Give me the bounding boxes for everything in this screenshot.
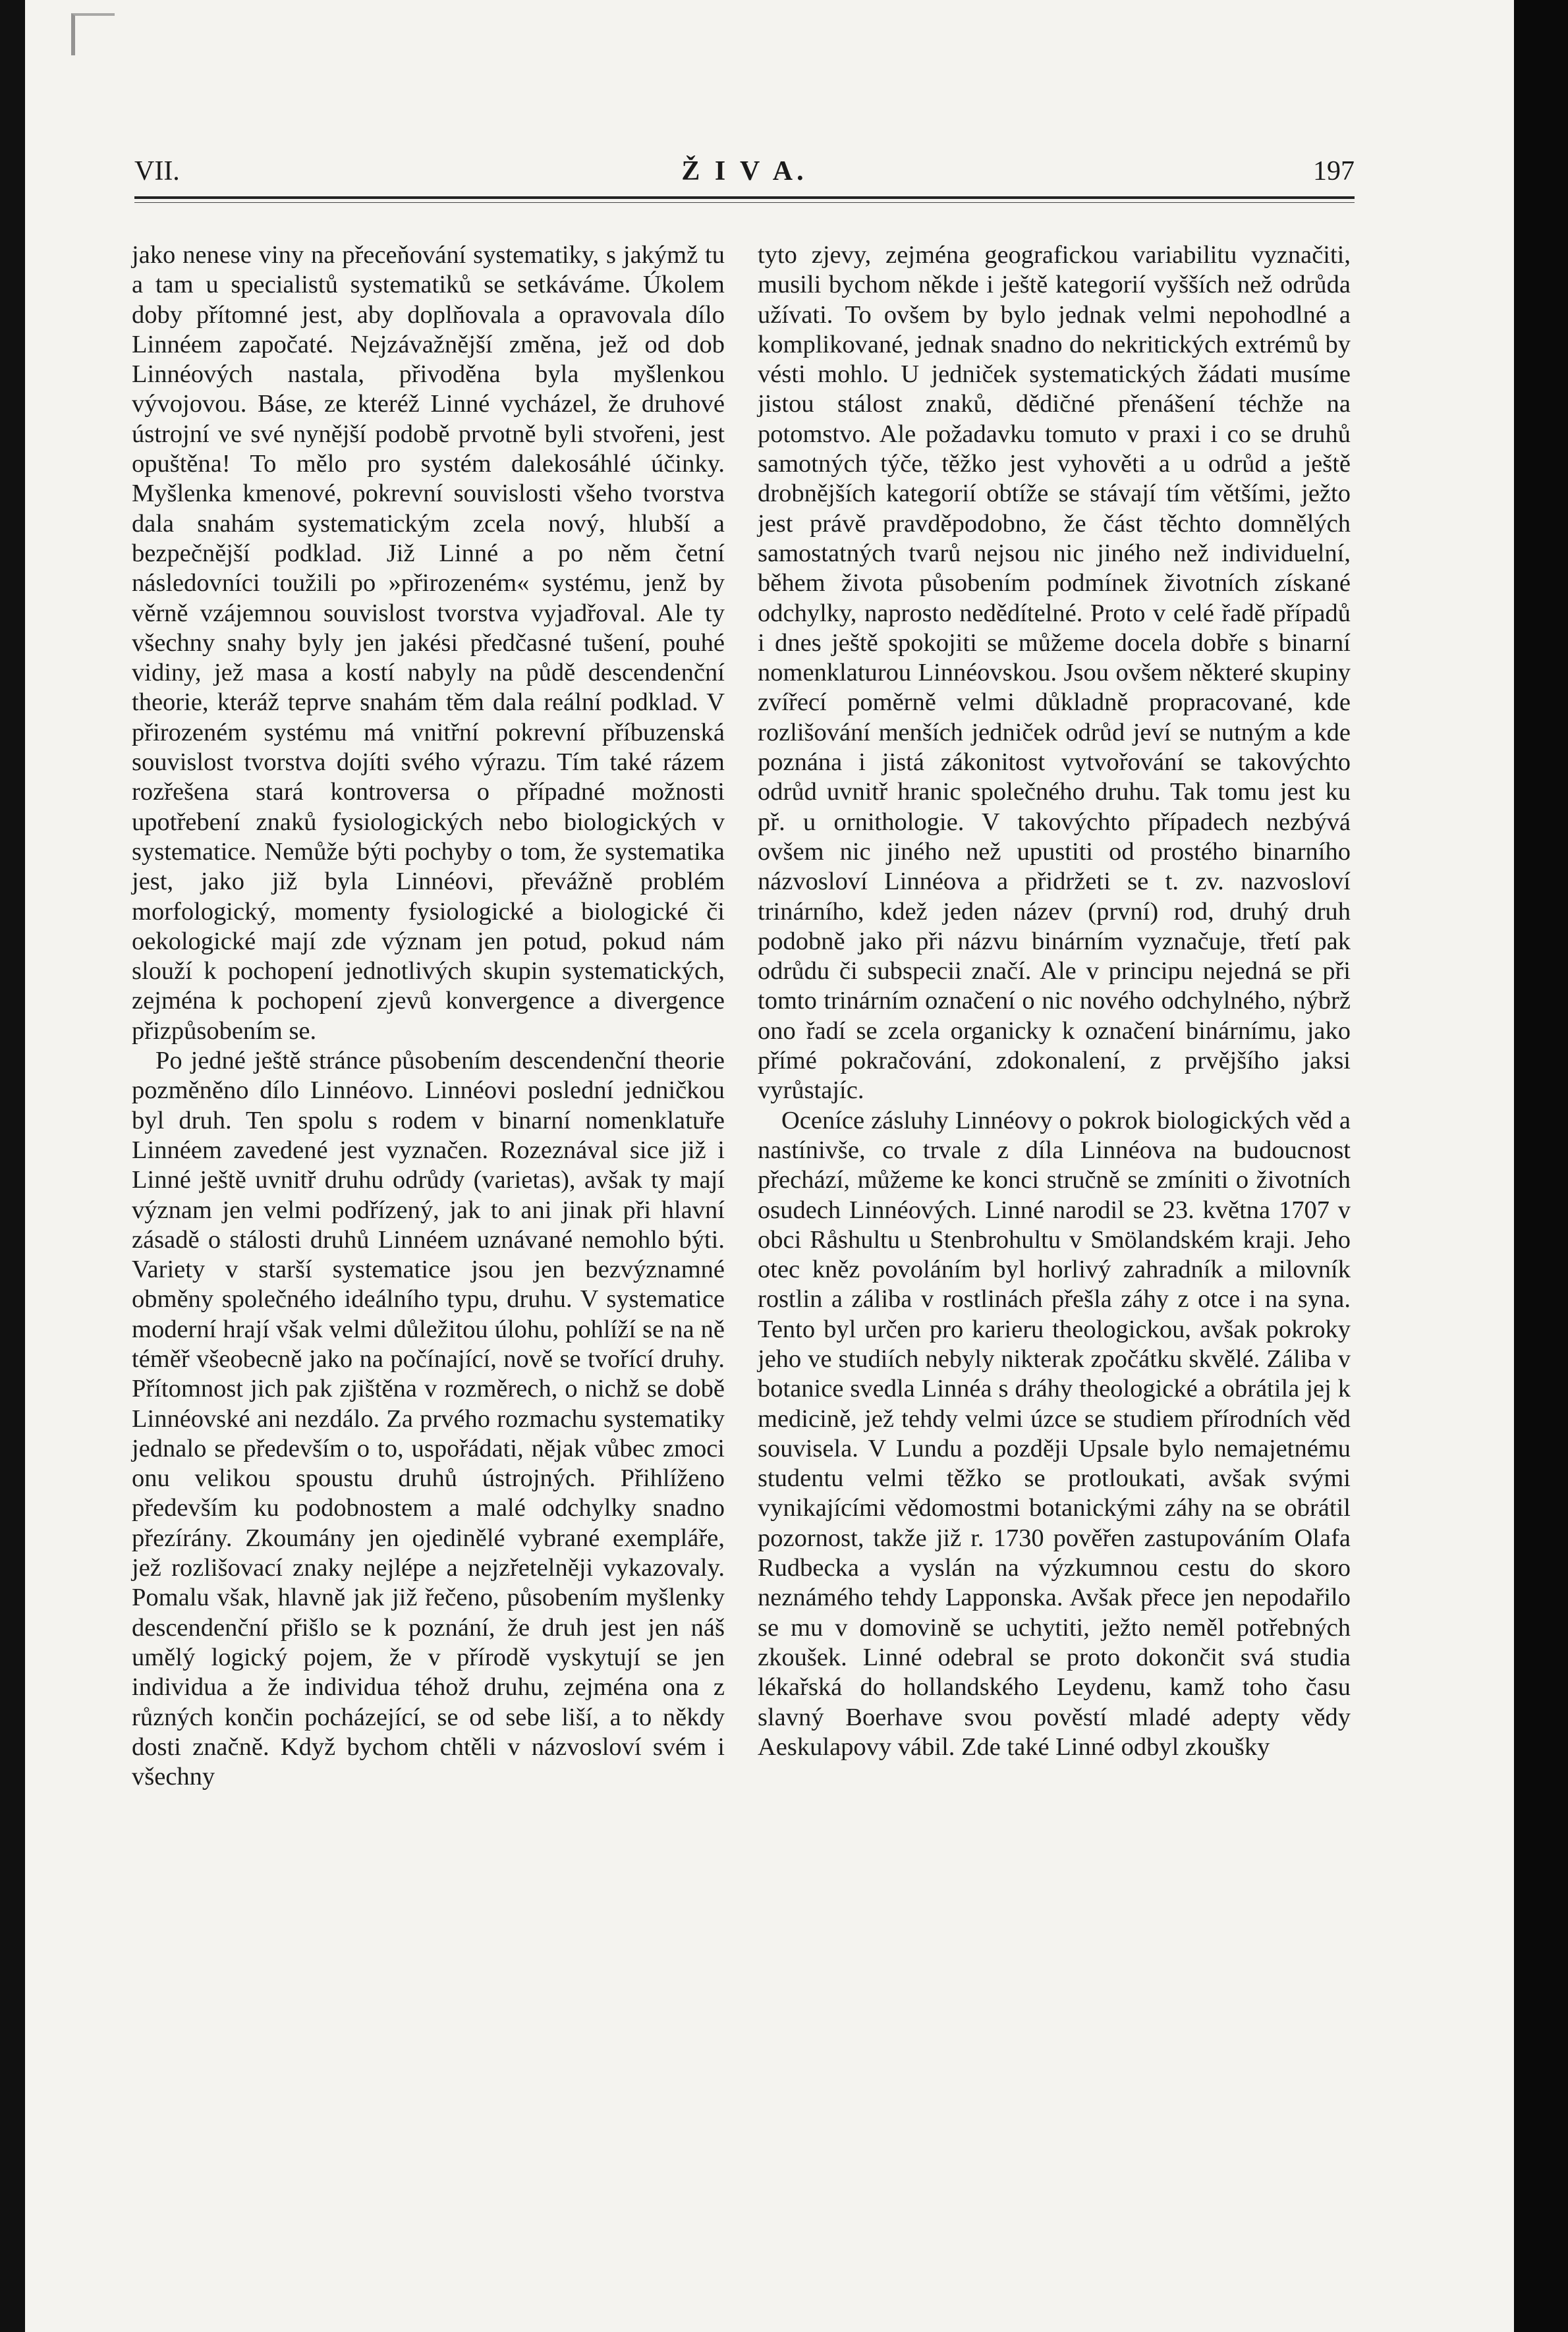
scan-edge-right xyxy=(1514,0,1568,2332)
journal-title: Ž I V A. xyxy=(681,156,808,186)
running-header xyxy=(134,155,1355,196)
page-number: 197 xyxy=(1313,156,1355,186)
volume-number: VII. xyxy=(134,156,180,186)
scan-edge-left xyxy=(0,0,25,2332)
right-column xyxy=(758,240,1351,1762)
left-column xyxy=(132,240,725,1792)
paragraph: Po jedné ještě stránce působením descendenční theorie pozměněno dílo Linnéovo. Linnéovi poslední jedničkou byl druh. Ten spolu s rodem v binarní nomenklatuře Linnéem zavedené jest vyznačen. Rozeznával sice již i Linné ještě uvnitř druhu odrůdy (varietas), avšak ty mají význam jen velmi podřízený, jak to ani jinak při hlavní zásadě o stálosti druhů Linnéem uznávané nemohlo býti. Variety v starší systematice jsou jen bezvýznamné obměny společného ideálního typu, druhu. V systematice moderní hrají však velmi důležitou úlohu, pohlíží se na ně téměř všeobecně jako na počínající, nově se tvořící druhy. Přítomnost jich pak zjištěna v rozměrech, o nichž se době Linnéovské ani nezdálo. Za prvého rozmachu systematiky jednalo se především o to, uspořádati, nějak vůbec zmoci onu velikou spoustu druhů ústrojných. Přihlíženo především ku podobnostem a malé odchylky snadno přezírány. Zkoumány jen ojedinělé vybrané exempláře, jež rozlišovací znaky nejlépe a nejzřetelněji vykazovaly. Pomalu však, hlavně jak již řečeno, působením myšlenky descendenční přišlo se k poznání, že druh jest jen náš umělý logický pojem, že v přírodě vyskytují se jen individua a že individua téhož druhu, zejména ona z různých končin pocházející, se od sebe liší, a to někdy dosti značně. Když bychom chtěli v názvosloví svém i všechny xyxy=(132,1047,725,1791)
paragraph: Oceníce zásluhy Linnéovy o pokrok biologických věd a nastínivše, co trvale z díla Linnéova na budoucnost přechází, můžeme ke konci stručně se zmíniti o životních osudech Linnéových. Linné narodil se 23. května 1707 v obci Råshultu u Stenbrohultu v Smölandském kraji. Jeho otec kněz povoláním byl horlivý zahradník a milovník rostlin a záliba v rostlinách přešla záhy z otce i na syna. Tento byl určen pro karieru theologickou, avšak pokroky jeho ve studiích nebyly nikterak zpočátku skvělé. Záliba v botanice svedla Linnéa s dráhy theologické a obrátila jej k medicině, jež tehdy velmi úzce se studiem přírodních věd souvisela. V Lundu a později Upsale bylo nemajetnému studentu velmi těžko se protloukati, avšak svými vynikajícími vědomostmi botanickými záhy na se obrátil pozornost, takže již r. 1730 pověřen zastupováním Olafa Rudbecka a vyslán na výzkumnou cestu do skoro neznámého tehdy Lapponska. Avšak přece jen nepodařilo se mu v domovině se uchytiti, ježto neměl potřebných zkoušek. Linné odebral se proto dokončit svá studia lékařská do hollandského Leydenu, kamž toho času slavný Boerhave svou pověstí mladé adepty vědy Aeskulapovy vábil. Zde také Linné odbyl zkoušky xyxy=(758,1106,1351,1761)
scan-artifact xyxy=(71,13,115,55)
header-rule xyxy=(134,196,1355,203)
paragraph: tyto zjevy, zejména geografickou variabilitu vyznačiti, musili bychom někde i ještě kategorií vyšších než odrůda užívati. To ovšem by bylo jednak velmi nepohodlné a komplikované, jednak snadno do nekritických extrémů by vésti mohlo. U jedniček systematických žádati musíme jistou stálost znaků, dědičné přenášení téchže na potomstvo. Ale požadavku tomuto v praxi i co se druhů samotných týče, těžko jest vyhověti a u odrůd a ještě drobnějších kategorií obtíže se stávají tím většími, ježto jest právě pravděpodobno, že část těchto domnělých samostatných tvarů nejsou nic jiného než individuelní, během života působením podmínek životních získané odchylky, naprosto nedědítelné. Proto v celé řadě případů i dnes ještě spokojiti se můžeme docela dobře s binarní nomenklaturou Linnéovskou. Jsou ovšem některé skupiny zvířecí poměrně velmi důkladně propracované, kde rozlišování menších jedniček odrůd jeví se nutným a kde poznána i jistá zákonitost vytvořování se takovýchto odrůd uvnitř hranic společného druhu. Tak tomu jest ku př. u ornithologie. V takovýchto případech nezbývá ovšem nic jiného než upustiti od prostého binarního názvosloví Linnéova a přidržeti se t. zv. nazvosloví trinárního, kdež jeden název (první) rod, druhý druh podobně jako při názvu binárním vyznačuje, třetí pak odrůdu či subspecii značí. Ale v principu nejedná se při tomto trinárním označení o nic nového odchylného, nýbrž ono řadí se zcela organicky k označení binárnímu, jako přímé pokračování, zdokonalení, z prvějšího jaksi vyrůstajíc. xyxy=(758,241,1351,1105)
paragraph: jako nenese viny na přeceňování systematiky, s jakýmž tu a tam u specialistů systematiků se setkáváme. Úkolem doby přítomné jest, aby doplňovala a opravovala dílo Linnéem započaté. Nejzávažnější změna, jež od dob Linnéových nastala, přivoděna byla myšlenkou vývojovou. Báse, ze kteréž Linné vycházel, že druhové ústrojní ve své nynější podobě prvotně byli stvořeni, jest opuštěna! To mělo pro systém dalekosáhlé účinky. Myšlenka kmenové, pokrevní souvislosti všeho tvorstva dala snahám systematickým zcela nový, hlubší a bezpečnější podklad. Již Linné a po něm četní následovníci toužili po »přirozeném« systému, jenž by věrně vzájemnou souvislost tvorstva vyjadřoval. Ale ty všechny snahy byly jen jakési předčasné tušení, pouhé vidiny, jež masa a kostí nabyly na půdě descendenční theorie, kteráž teprve snahám těm dala reální podklad. V přirozeném systému má vnitřní pokrevní příbuzenská souvislost tvorstva dojíti svého výrazu. Tím také rázem rozřešena stará kontroversa o případné možnosti upotřebení znaků fysiologických nebo biologických v systematice. Nemůže býti pochyby o tom, že systematika jest, jako již byla Linnéovi, převážně problém morfologický, momenty fysiologické a biologické či oekologické mají zde význam jen potud, pokud nám slouží k pochopení jednotlivých skupin systematických, zejména k pochopení zjevů konvergence a divergence přizpůsobením se. xyxy=(132,241,725,1045)
